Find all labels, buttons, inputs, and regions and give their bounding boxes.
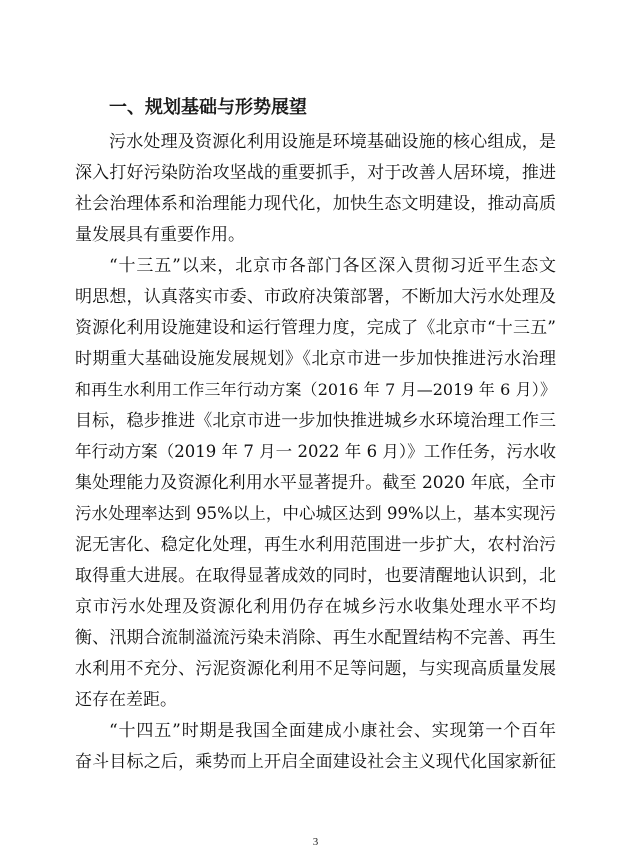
text-line: 泥无害化、稳定化处理，再生水利用范围进一步扩大，农村治污: [75, 535, 556, 555]
text-line: 深入打好污染防治攻坚战的重要抓手，对于改善人居环境，推进: [75, 163, 556, 183]
text-line: 取得重大进展。在取得显著成效的同时，也要清醒地认识到，北: [75, 566, 556, 586]
text-line: 还存在差距。: [75, 690, 177, 710]
text-line: 集处理能力及资源化利用水平显著提升。截至 2020 年底，全市: [75, 473, 556, 493]
text-line: 目标，稳步推进《北京市进一步加快推进城乡水环境治理工作三: [75, 411, 556, 431]
text-line: “十三五”以来，北京市各部门各区深入贯彻习近平生态文: [109, 256, 556, 276]
text-line: 和再生水利用工作三年行动方案（2016 年 7 月—2019 年 6 月）》: [75, 380, 556, 399]
text-line: 时期重大基础设施发展规划》《北京市进一步加快推进污水治理: [75, 349, 556, 369]
text-line: 水利用不充分、污泥资源化利用不足等问题，与实现高质量发展: [75, 659, 556, 679]
text-line: 污水处理及资源化利用设施是环境基础设施的核心组成，是: [109, 132, 556, 152]
text-line: 奋斗目标之后，乘势而上开启全面建设社会主义现代化国家新征: [75, 752, 556, 772]
text-line: 京市污水处理及资源化利用仍存在城乡污水收集处理水平不均: [75, 597, 556, 617]
text-line: 衡、汛期合流制溢流污染未消除、再生水配置结构不完善、再生: [75, 628, 556, 648]
text-line: 污水处理率达到 95%以上，中心城区达到 99%以上，基本实现污: [75, 504, 556, 523]
text-line: 量发展具有重要作用。: [75, 225, 245, 245]
text-line: 社会治理体系和治理能力现代化，加快生态文明建设，推动高质: [75, 194, 556, 214]
text-line: 明思想，认真落实市委、市政府决策部署，不断加大污水处理及: [75, 287, 556, 307]
text-line: 资源化利用设施建设和运行管理力度，完成了《北京市“十三五”: [75, 318, 556, 338]
page-number: 3: [312, 836, 319, 848]
text-line: “十四五”时期是我国全面建成小康社会、实现第一个百年: [109, 721, 556, 741]
text-line: 年行动方案（2019 年 7 月一 2022 年 6 月）》工作任务，污水收: [75, 442, 556, 461]
section-heading: 一、规划基础与形势展望: [109, 97, 307, 118]
